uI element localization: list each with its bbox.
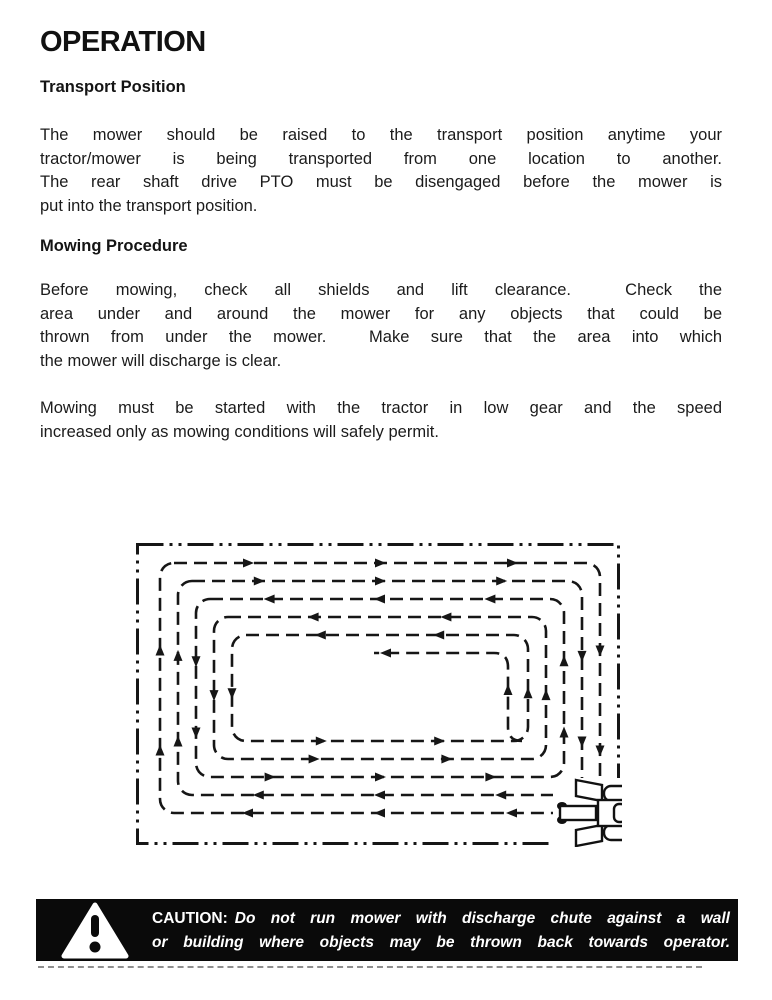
tractor-icon: [553, 778, 622, 847]
direction-arrow: [316, 737, 327, 746]
caution-text: [152, 907, 730, 954]
direction-arrow: [265, 773, 276, 782]
text-line: area under and around the mower for any objects that could be: [40, 304, 722, 323]
transport-paragraph: [40, 124, 722, 219]
direction-arrow: [375, 577, 386, 586]
direction-arrow: [380, 649, 391, 658]
page-title: OPERATION: [40, 26, 206, 58]
mowing-paragraph-1: [40, 279, 722, 374]
caution-line-1-text: Do not run mower with discharge chute against a wall: [234, 910, 730, 927]
direction-arrow: [243, 559, 254, 568]
direction-arrow: [253, 791, 264, 800]
text-line: Mowing must be started with the tractor in low gear and the speed: [40, 399, 722, 417]
direction-arrow: [596, 646, 605, 657]
direction-arrow: [374, 809, 385, 818]
caution-line-1: [152, 907, 730, 931]
text-line: The mower should be raised to the transport position anytime your: [40, 126, 722, 144]
direction-arrow: [542, 689, 551, 700]
direction-arrow: [504, 684, 513, 695]
direction-arrow: [228, 688, 237, 699]
direction-arrow: [506, 809, 517, 818]
direction-arrow: [578, 651, 587, 662]
scan-artifact-line: [38, 966, 702, 968]
text-line: The rear shaft drive PTO must be disengaged before the mower is: [40, 173, 722, 192]
caution-banner: [36, 899, 738, 961]
direction-arrow: [315, 631, 326, 640]
direction-arrow: [440, 613, 451, 622]
direction-arrow: [308, 613, 319, 622]
direction-arrow: [375, 773, 386, 782]
direction-arrow: [309, 755, 320, 764]
mowing-paragraph-2: [40, 397, 722, 444]
direction-arrow: [434, 737, 445, 746]
text-line: put into the transport position.: [40, 197, 258, 216]
direction-arrow: [441, 755, 452, 764]
text-line: increased only as mowing conditions will safely permit.: [40, 422, 439, 441]
direction-arrow: [485, 773, 496, 782]
direction-arrow: [242, 809, 253, 818]
direction-arrow: [375, 559, 386, 568]
direction-arrow: [496, 577, 507, 586]
direction-arrow: [560, 727, 569, 738]
mow-path-end: [374, 653, 522, 741]
direction-arrow: [374, 595, 385, 604]
mowing-procedure-heading: Mowing Procedure: [40, 237, 188, 255]
direction-arrow: [174, 736, 183, 747]
mowing-pattern-svg: [136, 543, 622, 847]
direction-arrow: [210, 690, 219, 701]
direction-arrow: [524, 687, 533, 698]
direction-arrow: [156, 745, 165, 756]
transport-position-heading: Transport Position: [40, 78, 186, 96]
warning-triangle-icon: [60, 902, 130, 960]
text-line: Before mowing, check all shields and lift clearance. Check the: [40, 281, 722, 299]
direction-arrow: [596, 746, 605, 757]
direction-arrow: [578, 737, 587, 748]
direction-arrow: [495, 791, 506, 800]
direction-arrow: [507, 559, 518, 568]
direction-arrow: [192, 728, 201, 739]
mow-path-loop: [214, 617, 546, 759]
direction-arrow: [174, 650, 183, 661]
direction-arrow: [560, 655, 569, 666]
direction-arrow: [264, 595, 275, 604]
direction-arrow: [433, 631, 444, 640]
caution-line-2: or building where objects may be thrown back towards operator.: [152, 933, 730, 951]
direction-arrow: [156, 645, 165, 656]
direction-arrow: [484, 595, 495, 604]
mow-path-loop: [178, 581, 582, 795]
text-line: tractor/mower is being transported from one location to another.: [40, 149, 722, 168]
text-line: thrown from under the mower. Make sure that the area into which: [40, 328, 722, 347]
caution-label: CAUTION:: [152, 910, 228, 927]
text-line: the mower will discharge is clear.: [40, 352, 282, 371]
direction-arrow: [374, 791, 385, 800]
mow-path-loop: [232, 635, 528, 741]
direction-arrow: [192, 656, 201, 667]
direction-arrow: [254, 577, 265, 586]
mowing-pattern-diagram: [136, 543, 622, 847]
